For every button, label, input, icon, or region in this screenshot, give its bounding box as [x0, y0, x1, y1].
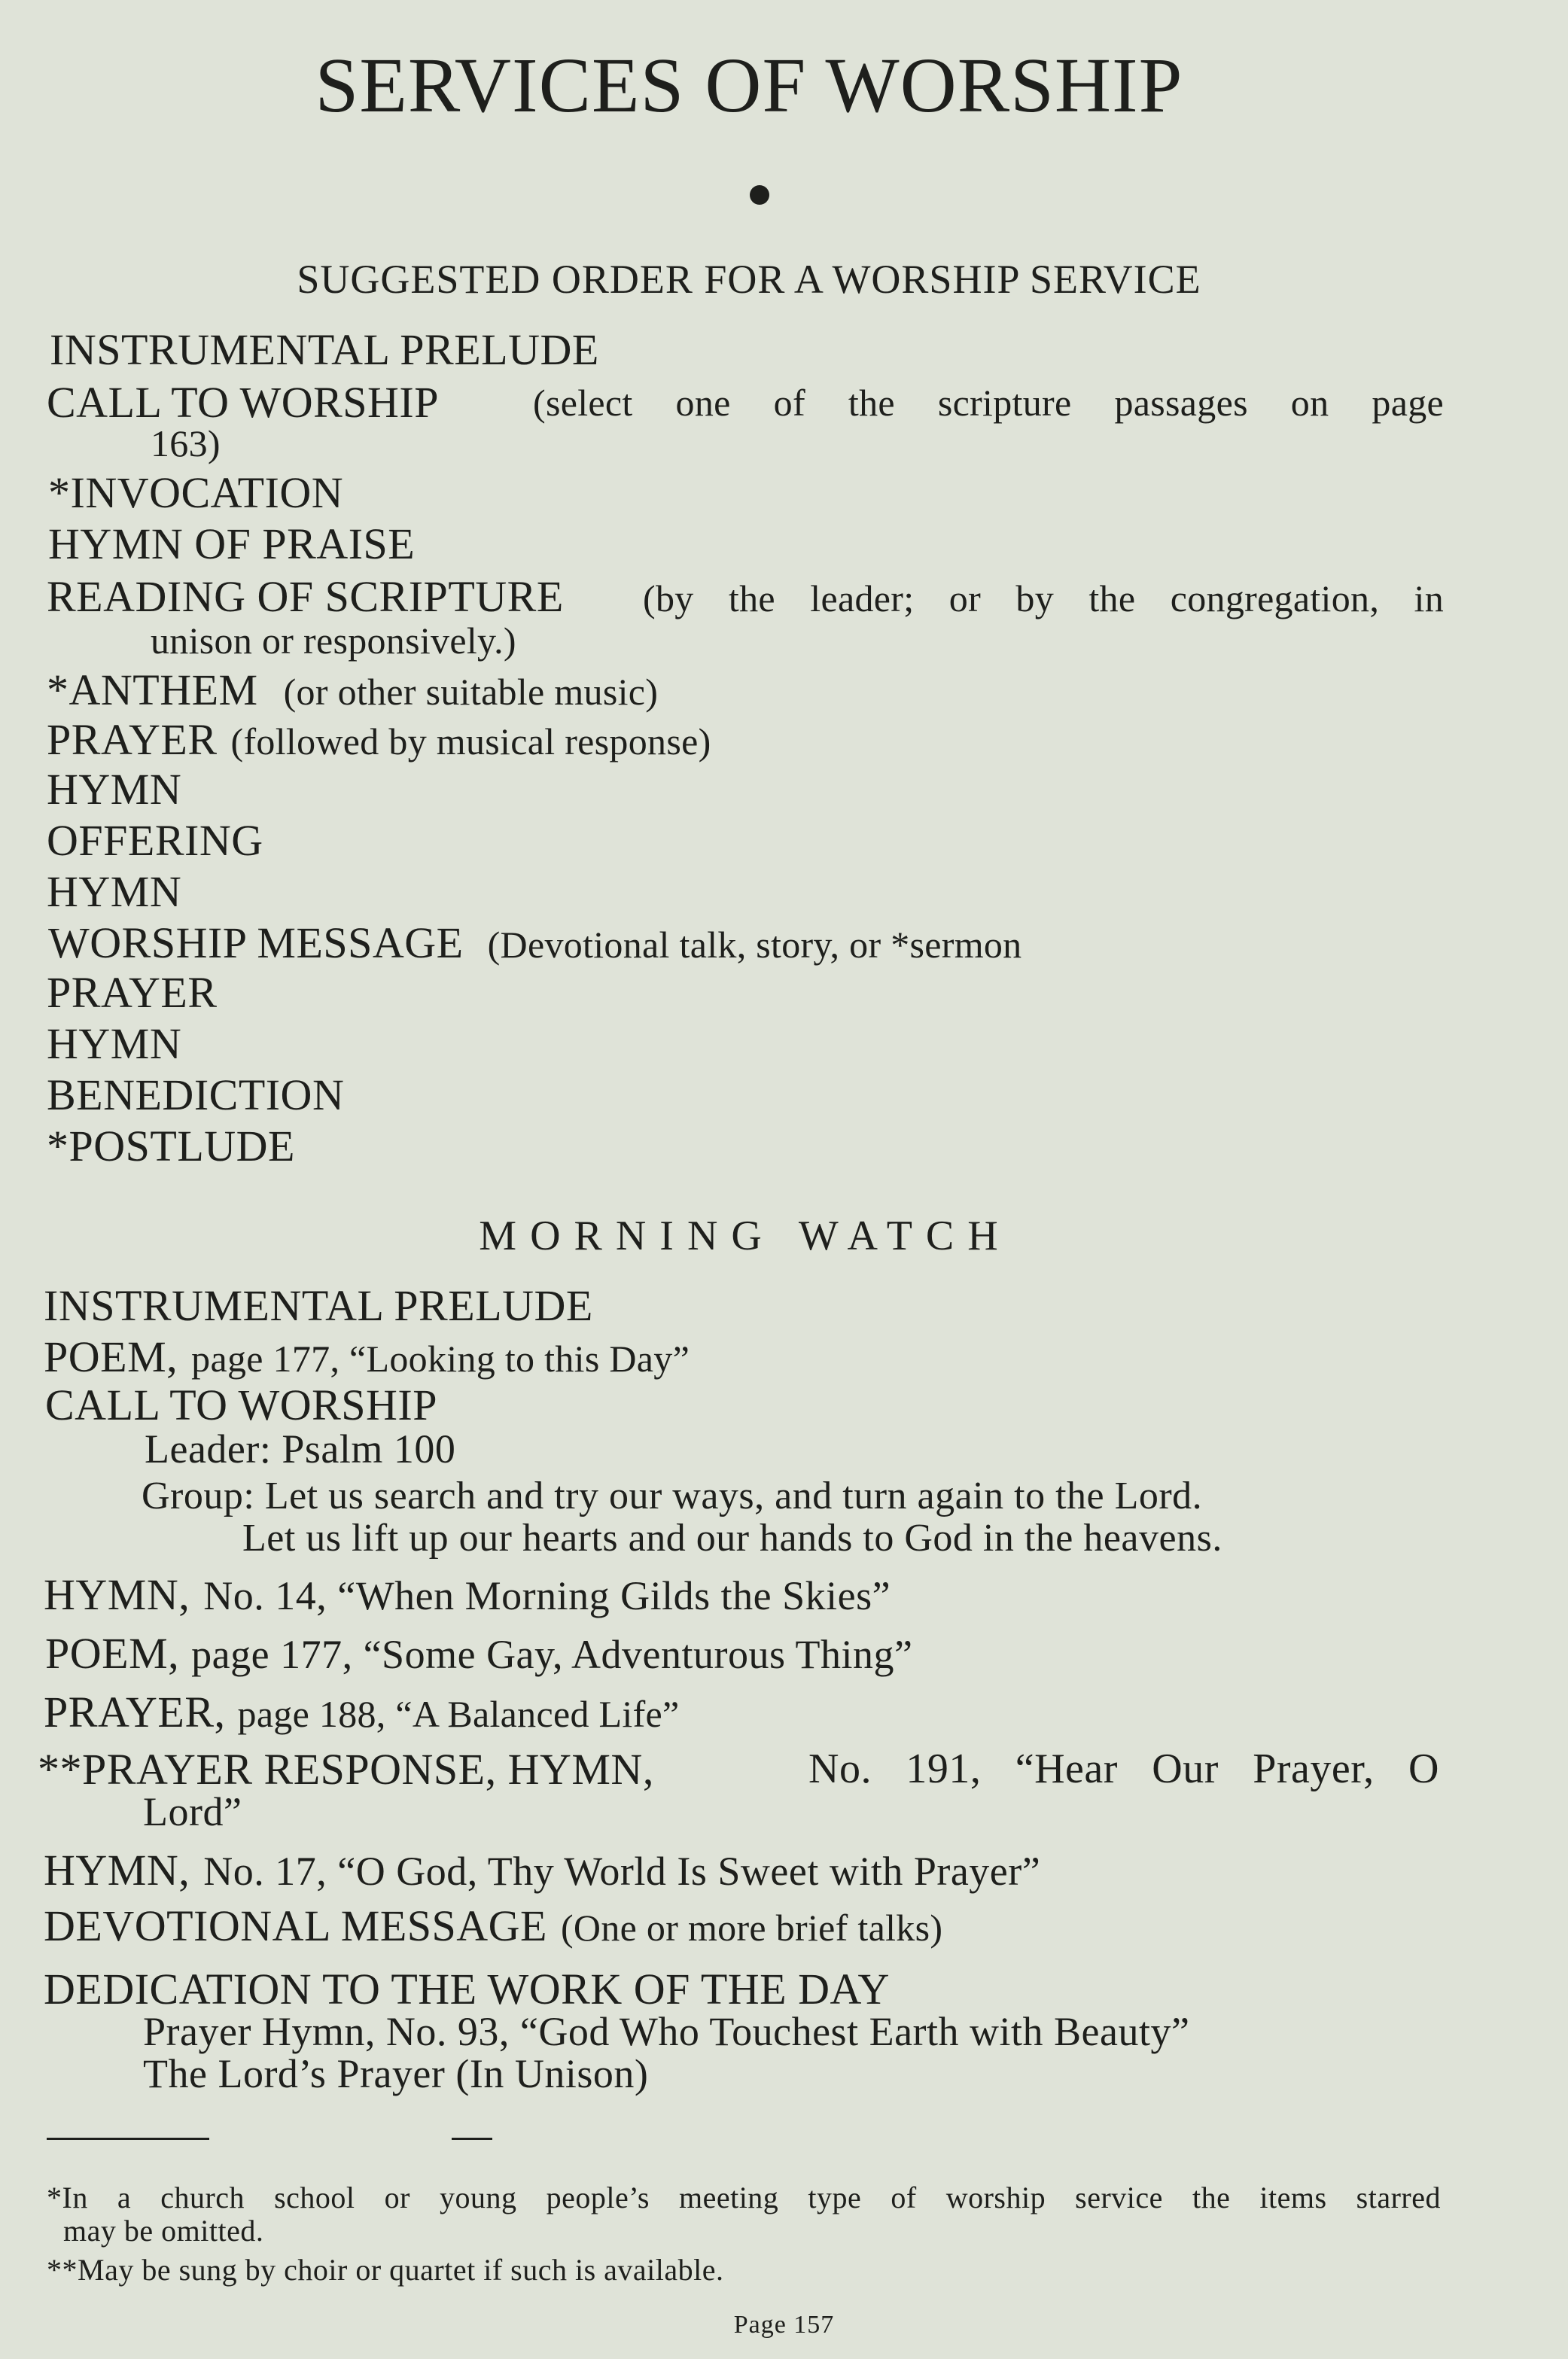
worship-service-heading: SUGGESTED ORDER FOR A WORSHIP SERVICE	[297, 257, 1201, 302]
page-number: Page 157	[733, 2311, 835, 2339]
ws-call-label: CALL TO WORSHIP	[47, 378, 439, 427]
mw-dedication: DEDICATION TO THE WORK OF THE DAY	[44, 1965, 890, 2014]
ws-message-note: (Devotional talk, story, or *sermon	[487, 924, 1022, 966]
ws-invocation: *INVOCATION	[48, 468, 344, 517]
mw-poem-2-note: page 177, “Some Gay, Adventurous Thing”	[191, 1632, 913, 1677]
ws-scripture-note-continued: unison or responsively.)	[151, 619, 516, 662]
mw-response-note: No. 191, “Hear Our Prayer, O	[808, 1746, 1439, 1792]
ws-call-note	[533, 381, 1444, 425]
mw-group-line-2: Let us lift up our hearts and our hands to God in the heavens.	[242, 1517, 1222, 1560]
mw-prelude: INSTRUMENTAL PRELUDE	[44, 1281, 593, 1330]
mw-devotional-message	[44, 1901, 943, 1950]
footnote-1-line-2: may be omitted.	[63, 2214, 264, 2248]
footnote-rule-short	[452, 2138, 492, 2140]
mw-hymn-14	[44, 1570, 891, 1619]
ws-prayer-1-note: (followed by musical response)	[230, 720, 711, 762]
mw-poem-1-note: page 177, “Looking to this Day”	[191, 1338, 690, 1380]
ws-hymn-2: HYMN	[47, 867, 182, 916]
mw-devotional-label: DEVOTIONAL MESSAGE	[44, 1901, 547, 1950]
mw-poem-2	[45, 1629, 913, 1678]
ws-worship-message	[48, 918, 1022, 967]
mw-prayer-response	[38, 1745, 1439, 1794]
ws-anthem-note: (or other suitable music)	[283, 671, 659, 713]
ws-anthem-label: *ANTHEM	[47, 665, 258, 714]
ws-reading-of-scripture	[47, 572, 1444, 621]
footnote-1-line-1: *In a church school or young people’s meeting type of worship service the items starred	[47, 2181, 1441, 2214]
ws-message-label: WORSHIP MESSAGE	[48, 918, 464, 967]
mw-poem-2-label: POEM,	[45, 1629, 180, 1678]
mw-group-line-1: Group: Let us search and try our ways, and turn again to the Lord.	[142, 1475, 1203, 1517]
mw-prayer	[44, 1688, 680, 1737]
ws-offering: OFFERING	[47, 816, 263, 865]
ws-call-to-worship	[47, 378, 1444, 427]
mw-devotional-note: (One or more brief talks)	[560, 1907, 943, 1949]
mw-hymn-14-label: HYMN,	[44, 1570, 190, 1619]
ws-prayer-2: PRAYER	[47, 968, 218, 1017]
mw-prayer-note: page 188, “A Balanced Life”	[237, 1693, 680, 1735]
page-title: SERVICES OF WORSHIP	[315, 42, 1183, 129]
ws-postlude: *POSTLUDE	[47, 1122, 295, 1170]
morning-watch-heading: MORNING WATCH	[479, 1213, 1012, 1259]
mw-hymn-17-label: HYMN,	[44, 1846, 190, 1895]
mw-prayer-label: PRAYER,	[44, 1688, 226, 1737]
mw-hymn-17-note: No. 17, “O God, Thy World Is Sweet with Prayer”	[203, 1849, 1041, 1894]
footnote-2: **May be sung by choir or quartet if such is available.	[47, 2253, 724, 2287]
ws-prelude: INSTRUMENTAL PRELUDE	[50, 325, 599, 374]
mw-response-label: **PRAYER RESPONSE, HYMN,	[38, 1745, 654, 1794]
ws-prayer-1	[47, 715, 711, 764]
ws-anthem	[47, 665, 659, 714]
mw-call-to-worship: CALL TO WORSHIP	[45, 1380, 437, 1429]
mw-hymn-17	[44, 1846, 1041, 1895]
ws-benediction: BENEDICTION	[47, 1070, 345, 1119]
ws-hymn-3: HYMN	[47, 1019, 182, 1068]
footnote-rule-long	[47, 2138, 209, 2140]
bullet-ornament	[750, 185, 769, 205]
mw-prayer-hymn-line: Prayer Hymn, No. 93, “God Who Touchest Earth with Beauty”	[143, 2009, 1190, 2054]
mw-poem-1-label: POEM,	[44, 1332, 178, 1381]
mw-response-note-continued: Lord”	[143, 1789, 242, 1834]
mw-poem-1	[44, 1332, 690, 1381]
mw-hymn-14-note: No. 14, “When Morning Gilds the Skies”	[203, 1573, 891, 1618]
ws-hymn-of-praise: HYMN OF PRAISE	[48, 519, 416, 568]
mw-lords-prayer-line: The Lord’s Prayer (In Unison)	[143, 2051, 649, 2096]
ws-scripture-note: (by the leader; or by the congregation, in	[643, 577, 1444, 619]
ws-call-note-text: (select one of the scripture passages on page	[533, 382, 1444, 424]
ws-prayer-1-label: PRAYER	[47, 715, 218, 764]
ws-call-note-continued: 163)	[151, 422, 221, 464]
ws-scripture-label: READING OF SCRIPTURE	[47, 572, 564, 621]
ws-hymn-1: HYMN	[47, 765, 182, 814]
mw-leader-line: Leader: Psalm 100	[145, 1426, 456, 1472]
